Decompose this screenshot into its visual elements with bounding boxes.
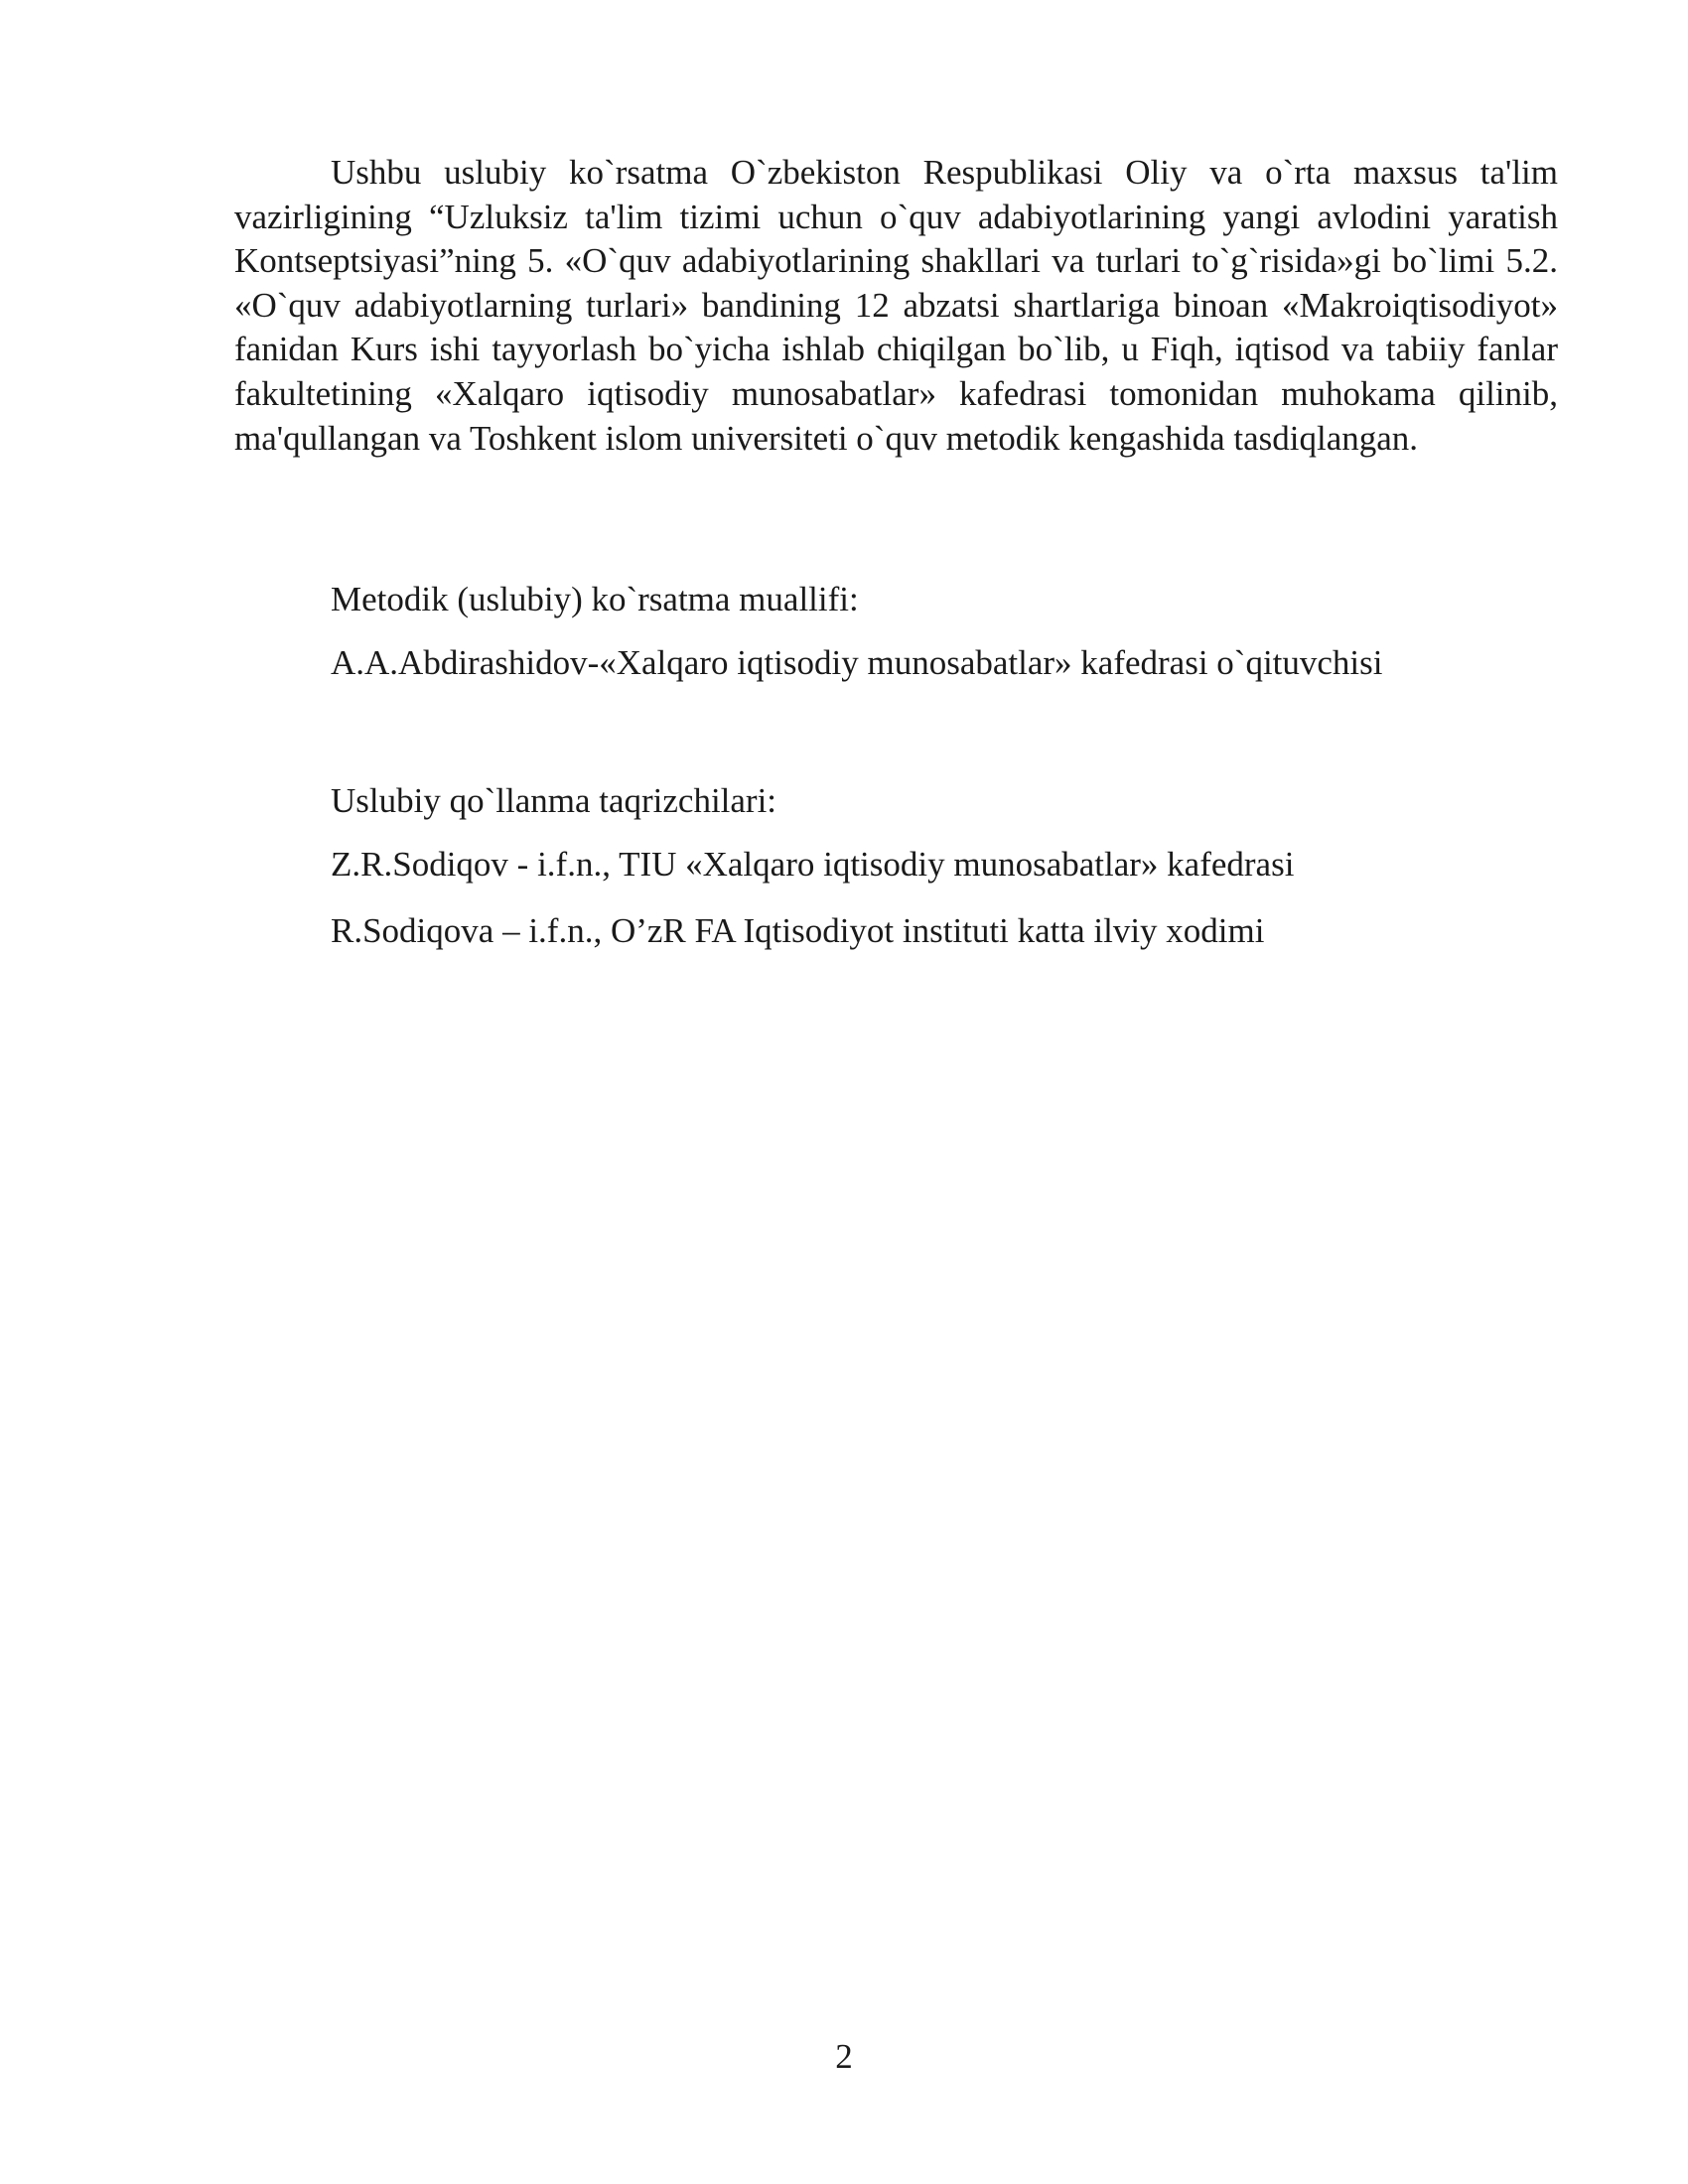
- author-heading: Metodik (uslubiy) ko`rsatma muallifi:: [331, 580, 859, 618]
- reviewer-item: R.Sodiqova – i.f.n., O’zR FA Iqtisodiyot instituti katta ilviy xodimi: [331, 911, 1265, 950]
- page-number: 2: [835, 2037, 853, 2076]
- reviewers-heading: Uslubiy qo`llanma taqrizchilari:: [331, 781, 777, 820]
- intro-paragraph: Ushbu uslubiy ko`rsatma O`zbekiston Respublikasi Oliy va o`rta maxsus ta'lim vazirligining “Uzluksiz ta'lim tizimi uchun o`quv adabiyotlarining yangi avlodini yaratish Kontseptsiyasi”ning 5. «O`quv adabiyotlarining shakllari va turlari to`g`risida»gi bo`limi 5.2. «O`quv adabiyotlarning turlari» bandining 12 abzatsi shartlariga binoan «Makroiqtisodiyot» fanidan Kurs ishi tayyorlash bo`yicha ishlab chiqilgan bo`lib, u Fiqh, iqtisod va tabiiy fanlar fakultetining «Xalqaro iqtisodiy munosabatlar» kafedrasi tomonidan muhokama qilinib, ma'qullangan va Toshkent islom universiteti o`quv metodik kengashida tasdiqlangan.: [234, 153, 1558, 458]
- reviewer-item: Z.R.Sodiqov - i.f.n., TIU «Xalqaro iqtisodiy munosabatlar» kafedrasi: [331, 845, 1295, 884]
- author-name: A.A.Abdirashidov-«Xalqaro iqtisodiy munosabatlar» kafedrasi o`qituvchisi: [331, 643, 1383, 682]
